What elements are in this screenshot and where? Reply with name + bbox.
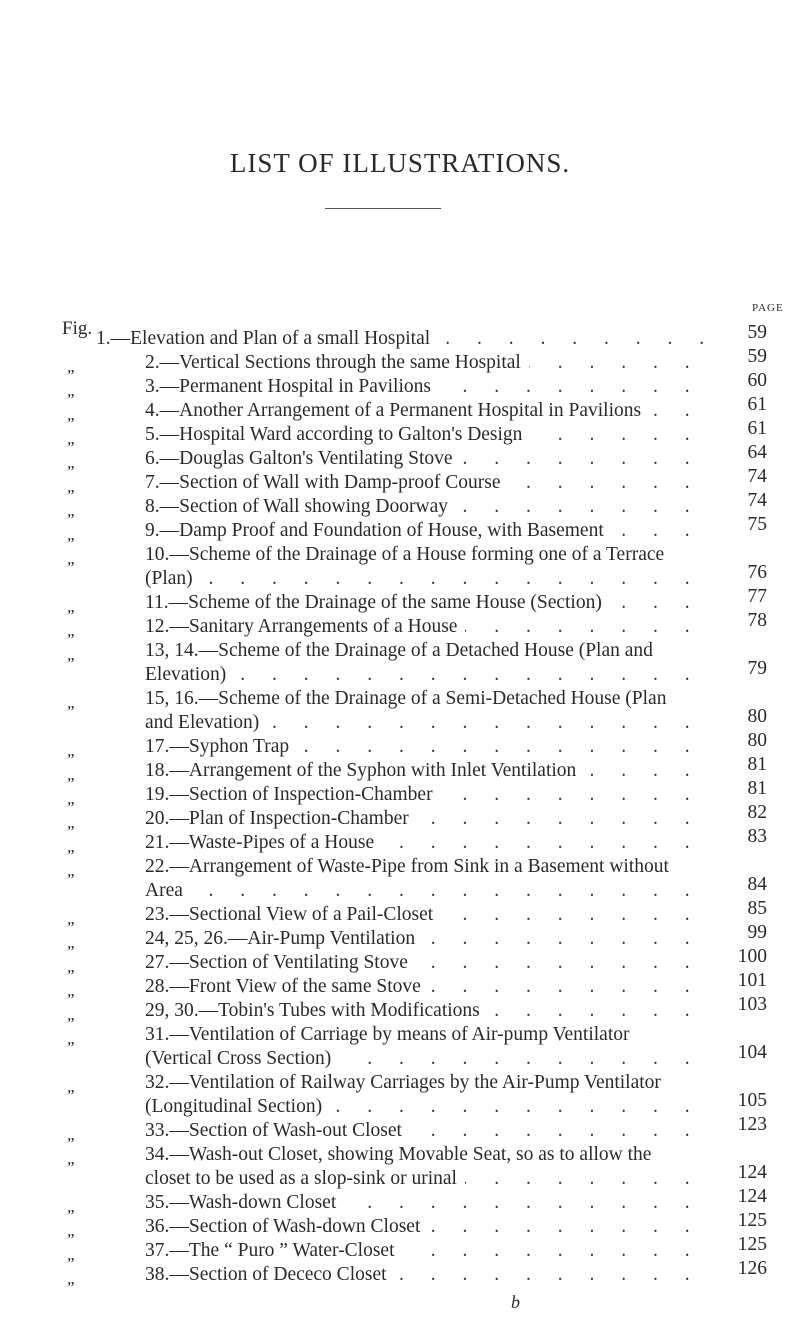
list-item	[0, 1143, 800, 1191]
list-item	[0, 730, 800, 760]
ditto-mark: „	[67, 357, 75, 376]
page-number: 83	[710, 825, 800, 849]
entry-text: 12.—Sanitary Arrangements of a House	[145, 615, 465, 639]
entry-text: 8.—Section of Wall showing Doorway	[145, 495, 456, 519]
page-number: 64	[710, 441, 800, 465]
ditto-mark: „	[67, 525, 75, 544]
list-item	[0, 490, 800, 520]
ditto-mark: „	[67, 909, 75, 928]
page-number: 126	[710, 1257, 800, 1281]
list-item	[0, 922, 800, 952]
leader-dots	[145, 879, 712, 903]
entry-text: 21.—Waste-Pipes of a House	[145, 831, 382, 855]
page-number: 76	[710, 561, 800, 585]
list-item	[0, 1023, 800, 1071]
entry-text: 4.—Another Arrangement of a Permanent Hospital in Pavilions	[145, 399, 649, 423]
title-rule	[325, 208, 441, 209]
ditto-mark: „	[67, 1029, 75, 1048]
entry-text: Elevation)	[145, 663, 234, 687]
entry-text: 19.—Section of Inspection-Chamber	[145, 783, 441, 807]
list-item	[0, 1258, 800, 1288]
ditto-mark: „	[67, 477, 75, 496]
page-number: 74	[710, 489, 800, 513]
entry-text: 27.—Section of Ventilating Stove	[145, 951, 416, 975]
page-column-header: PAGE	[752, 302, 784, 314]
page-number: 61	[710, 393, 800, 417]
entry-text: (Vertical Cross Section)	[145, 1047, 339, 1071]
ditto-mark: „	[67, 453, 75, 472]
list-item	[0, 1114, 800, 1144]
list-item	[0, 994, 800, 1024]
fig-label: Fig.	[62, 318, 93, 339]
entry-text: 29, 30.—Tobin's Tubes with Modifications	[145, 999, 488, 1023]
list-item	[0, 543, 800, 591]
entry-text: 28.—Front View of the same Stove	[145, 975, 429, 999]
ditto-mark: „	[67, 1221, 75, 1240]
ditto-mark: „	[67, 981, 75, 1000]
page-number: 60	[710, 369, 800, 393]
entry-text: 20.—Plan of Inspection-Chamber	[145, 807, 417, 831]
page-number: 80	[710, 729, 800, 753]
ditto-mark: „	[67, 621, 75, 640]
ditto-mark: „	[67, 549, 75, 568]
ditto-mark: „	[67, 597, 75, 616]
page-number: 123	[710, 1113, 800, 1137]
ditto-mark: „	[67, 429, 75, 448]
ditto-mark: „	[67, 1269, 75, 1288]
entry-text: 33.—Section of Wash-out Closet	[145, 1119, 410, 1143]
entry-text: (Longitudinal Section)	[145, 1095, 330, 1119]
page-number: 84	[710, 873, 800, 897]
list-item	[0, 639, 800, 687]
ditto-mark: „	[67, 1077, 75, 1096]
list-item	[0, 754, 800, 784]
page-number: 85	[710, 897, 800, 921]
entry-text: closet to be used as a slop-sink or urinal	[145, 1167, 465, 1191]
list-item	[0, 898, 800, 928]
list-item	[0, 1071, 800, 1119]
page-number: 61	[710, 417, 800, 441]
entry-text: 38.—Section of Dececo Closet	[145, 1263, 395, 1287]
ditto-mark: „	[67, 405, 75, 424]
ditto-mark: „	[67, 765, 75, 784]
entry-text: 9.—Damp Proof and Foundation of House, with Basement	[145, 519, 612, 543]
entry-text: 36.—Section of Wash-down Closet	[145, 1215, 428, 1239]
ditto-mark: „	[67, 837, 75, 856]
ditto-mark: „	[67, 861, 75, 880]
page-number: 101	[710, 969, 800, 993]
entry-text: 6.—Douglas Galton's Ventilating Stove	[145, 447, 461, 471]
ditto-mark: „	[67, 957, 75, 976]
list-item	[0, 418, 800, 448]
list-item	[0, 466, 800, 496]
entry-text: 5.—Hospital Ward according to Galton's Design	[145, 423, 530, 447]
ditto-mark: „	[67, 789, 75, 808]
list-item	[0, 1210, 800, 1240]
page-number: 124	[710, 1185, 800, 1209]
list-item	[0, 346, 800, 376]
list-item	[0, 610, 800, 640]
list-item	[0, 370, 800, 400]
entry-text: 2.—Vertical Sections through the same Hospital	[145, 351, 529, 375]
page-number: 78	[710, 609, 800, 633]
ditto-mark: „	[67, 645, 75, 664]
ditto-mark: „	[67, 1197, 75, 1216]
page-number: 75	[710, 513, 800, 537]
ditto-mark: „	[67, 1005, 75, 1024]
list-item	[0, 970, 800, 1000]
entry-text: 15, 16.—Scheme of the Drainage of a Semi-Detached House (Plan	[145, 687, 674, 711]
signature-mark: b	[511, 1292, 520, 1312]
page-number: 77	[710, 585, 800, 609]
entry-text: 11.—Scheme of the Drainage of the same House (Section)	[145, 591, 610, 615]
list-item	[0, 586, 800, 616]
ditto-mark: „	[67, 741, 75, 760]
page-number: 81	[710, 753, 800, 777]
page-number: 80	[710, 705, 800, 729]
entry-text: 31.—Ventilation of Carriage by means of Air-pump Ventilator	[145, 1023, 637, 1047]
page-number: 124	[710, 1161, 800, 1185]
page-number: 81	[710, 777, 800, 801]
illustrations-list	[0, 322, 800, 1288]
entry-text: 35.—Wash-down Closet	[145, 1191, 344, 1215]
entry-text: 3.—Permanent Hospital in Pavilions	[145, 375, 439, 399]
ditto-mark: „	[67, 1125, 75, 1144]
list-item	[0, 802, 800, 832]
page-number: 104	[710, 1041, 800, 1065]
ditto-mark: „	[67, 1245, 75, 1264]
entry-text: 18.—Arrangement of the Syphon with Inlet Ventilation	[145, 759, 584, 783]
list-item	[0, 1186, 800, 1216]
entry-text: 17.—Syphon Trap	[145, 735, 297, 759]
page-number: 103	[710, 993, 800, 1017]
page-number: 125	[710, 1209, 800, 1233]
page-number: 105	[710, 1089, 800, 1113]
list-item	[0, 514, 800, 544]
list-item	[0, 394, 800, 424]
entry-text: 1.—Elevation and Plan of a small Hospital	[96, 327, 438, 351]
list-item	[0, 322, 800, 351]
ditto-mark: „	[67, 1149, 75, 1168]
entry-text: Area	[145, 879, 191, 903]
entry-text: 7.—Section of Wall with Damp-proof Course	[145, 471, 509, 495]
list-item	[0, 778, 800, 808]
entry-text: 13, 14.—Scheme of the Drainage of a Detached House (Plan and	[145, 639, 661, 663]
entry-text: 24, 25, 26.—Air-Pump Ventilation	[145, 927, 423, 951]
list-item	[0, 442, 800, 472]
ditto-mark: „	[67, 501, 75, 520]
list-item	[0, 687, 800, 735]
list-item	[0, 826, 800, 856]
ditto-mark: „	[67, 813, 75, 832]
entry-text: 32.—Ventilation of Railway Carriages by the Air-Pump Ventilator	[145, 1071, 669, 1095]
entry-text: 22.—Arrangement of Waste-Pipe from Sink in a Basement without	[145, 855, 677, 879]
leader-dots	[145, 567, 712, 591]
page-number: 100	[710, 945, 800, 969]
entry-text: 37.—The “ Puro ” Water-Closet	[145, 1239, 403, 1263]
entry-text: 34.—Wash-out Closet, showing Movable Seat, so as to allow the	[145, 1143, 659, 1167]
entry-text: (Plan)	[145, 567, 201, 591]
page-number: 125	[710, 1233, 800, 1257]
entry-text: 10.—Scheme of the Drainage of a House forming one of a Terrace	[145, 543, 672, 567]
list-item	[0, 1234, 800, 1264]
page-number: 59	[710, 321, 800, 345]
entry-text: and Elevation)	[145, 711, 267, 735]
page-number: 74	[710, 465, 800, 489]
page-number: 99	[710, 921, 800, 945]
ditto-mark: „	[67, 933, 75, 952]
list-item	[0, 946, 800, 976]
ditto-mark: „	[67, 381, 75, 400]
page-title: LIST OF ILLUSTRATIONS.	[229, 148, 571, 178]
page-number: 79	[710, 657, 800, 681]
page-number: 59	[710, 345, 800, 369]
page-number: 82	[710, 801, 800, 825]
ditto-mark: „	[67, 693, 75, 712]
list-item	[0, 855, 800, 903]
entry-text: 23.—Sectional View of a Pail-Closet	[145, 903, 441, 927]
